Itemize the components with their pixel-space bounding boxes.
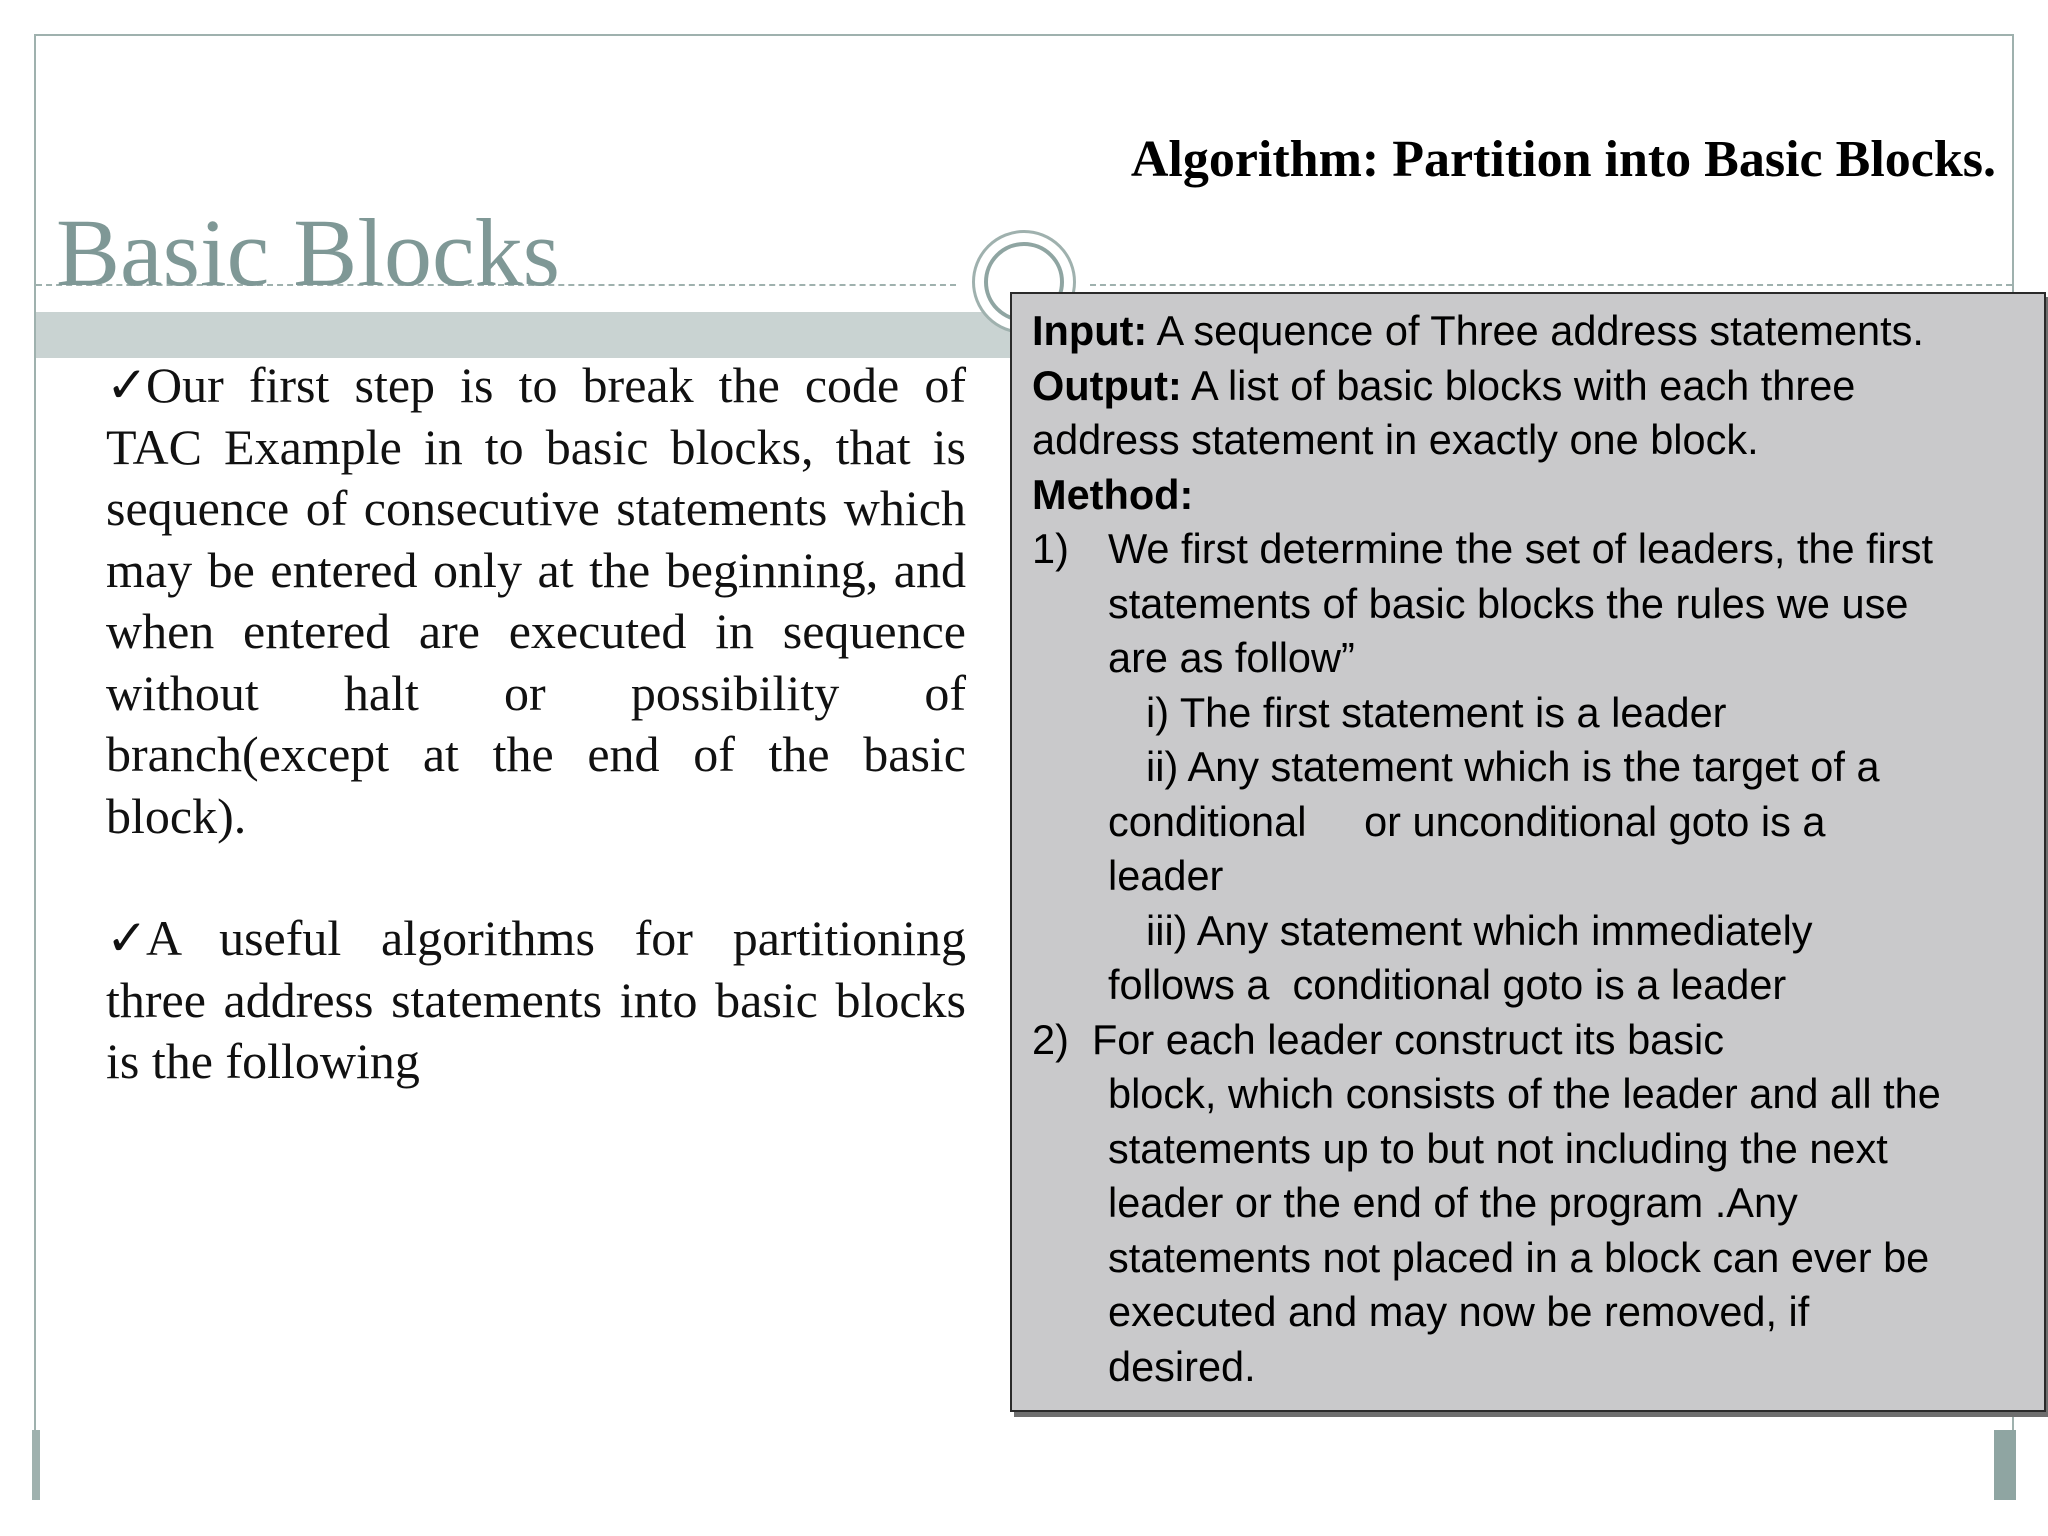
step2-line-3: statements up to but not including the next [1108, 1124, 1888, 1172]
checkmark-icon: ✓ [106, 357, 148, 413]
rule-iii-line-2: follows a conditional goto is a leader [1108, 961, 1787, 1008]
output-text: A list of basic blocks with each three [1181, 361, 1856, 409]
step1-number: 1) [1032, 525, 1069, 572]
checkmark-icon: ✓ [106, 910, 148, 966]
step1-line-1: We first determine the set of leaders, the first [1108, 525, 1933, 572]
right-accent-bar [1994, 1430, 2016, 1500]
output-label: Output: [1032, 361, 1182, 409]
output-line [1032, 359, 2044, 414]
step2-line: 2) For each leader construct its basic [1032, 1015, 1724, 1063]
method-label: Method: [1032, 470, 1194, 518]
rule-ii: ii) Any statement which is the target of a [1146, 743, 1880, 790]
step2-line-4: leader or the end of the program .Any [1108, 1179, 1798, 1226]
step2-line-5: statements not placed in a block can ever be [1108, 1233, 1930, 1281]
input-line [1032, 304, 2044, 359]
step1-line-2: statements of basic blocks the rules we use [1108, 579, 1909, 627]
paragraph-first-step-text: Our first step is to break the code of TAC Example in to basic blocks, that is sequence of consecutive statements which may be entered only at the beginning, and when entered are executed in sequence without halt or possibility of branch(except at the end of the basic block). [106, 357, 966, 844]
step1-line-3: are as follow” [1108, 634, 1355, 681]
step2-line-2: block, which consists of the leader and all the [1108, 1070, 1941, 1117]
paragraph-first-step [106, 355, 966, 847]
input-label: Input: [1032, 307, 1148, 354]
input-text: A sequence of Three address statements. [1147, 307, 1924, 354]
step1-line [1032, 522, 2044, 577]
algorithm-box [1010, 292, 2046, 1412]
title-band [36, 312, 1056, 358]
rule-i: i) The first statement is a leader [1146, 688, 1727, 736]
step2-line-7: desired. [1108, 1342, 1256, 1390]
algorithm-heading: Algorithm: Partition into Basic Blocks. [1130, 131, 1996, 188]
rule-ii-line-2: conditional or unconditional goto is a [1108, 797, 1826, 845]
output-line-cont: address statement in exactly one block. [1032, 416, 1759, 463]
paragraph-useful-algorithm-text: A useful algorithms for partitioning three address statements into basic blocks is the following [106, 910, 966, 1089]
slide-title: Basic Blocks [56, 199, 560, 306]
rule-iii: iii) Any statement which immediately [1146, 906, 1813, 954]
step2-line-6: executed and may now be removed, if [1108, 1288, 1810, 1335]
rule-ii-line-3: leader [1108, 852, 1224, 899]
paragraph-useful-algorithm [106, 908, 966, 1093]
title-divider-right [1090, 284, 2012, 286]
left-accent-bar [32, 1430, 40, 1500]
method-line [1032, 468, 2044, 523]
left-text-panel [106, 355, 966, 1093]
